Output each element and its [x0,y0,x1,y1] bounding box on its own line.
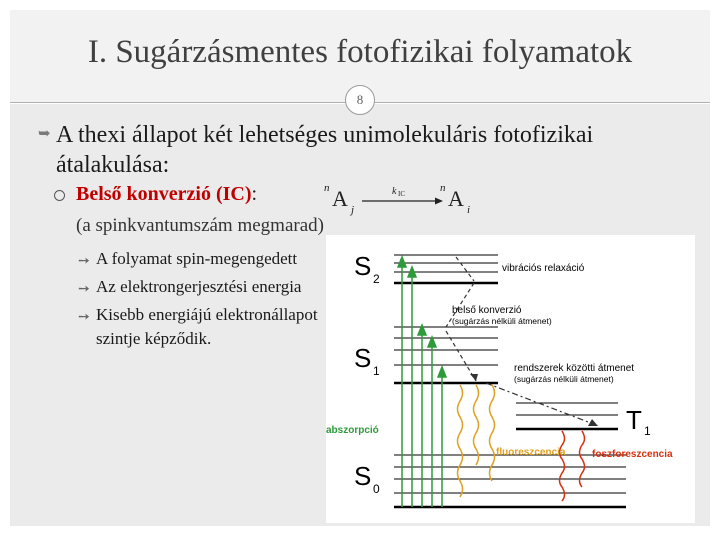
t1-label: T [626,405,642,435]
s1-label: S [354,343,372,373]
slide-title: I. Sugárzásmentes fotofizikai folyamatok [87,34,633,70]
ic-label: Belső konverzió (IC) [76,183,252,205]
main-bullet: A thexi állapot két lehetséges unimolekuláris fotofizikai átalakulása: [56,122,594,178]
ic-colon: : [251,183,258,205]
phosphorescence-label: foszforeszcencia [592,449,673,460]
diagram-bg [326,235,695,523]
circle-bullet-icon [54,190,65,201]
ic-note: (a spinkvantumszám megmarad) [76,215,324,236]
sub-bullet-2: Az elektrongerjesztési energia [96,277,302,296]
s2-sub: 2 [373,272,380,286]
slide-number: 8 [345,85,375,115]
sub-bullet-arrow-icon: ➙ [78,254,90,269]
sub-bullet-arrow-icon: ➙ [78,310,90,325]
s0-sub: 0 [373,482,380,496]
ic-heading [76,183,257,206]
ic-diagram-label: belső konverzió [452,305,522,316]
sub-bullet-arrow-icon: ➙ [78,282,90,297]
isc-label: rendszerek közötti átmenet [514,363,635,374]
formula-arrowhead [435,198,443,205]
formula-ic: IC [398,190,405,198]
t1-sub: 1 [644,424,651,438]
jablonski-diagram [326,235,695,523]
ic-diagram-sublabel: (sugárzás nélküli átmenet) [452,316,552,326]
formula-a-right: A [448,186,464,211]
sub-bullet-3: Kisebb energiájú elektronállapot [96,305,318,324]
s1-sub: 1 [373,364,380,378]
s2-label: S [354,251,372,281]
sub-bullet-3-cont: szintje képződik. [96,329,212,348]
absorption-label: abszorpció [326,425,379,436]
formula-n-right: n [440,182,446,194]
formula-a-left: A [332,186,348,211]
sub-bullet-1: A folyamat spin-megengedett [96,249,298,268]
s0-label: S [354,461,372,491]
formula-n-left: n [324,182,330,194]
fluorescence-label: fluoreszcencia [496,447,566,458]
bullet-arrow-icon: ➥ [38,126,51,142]
formula-j: j [351,204,355,216]
formula-k: k [392,186,397,197]
isc-sublabel: (sugárzás nélküli átmenet) [514,374,614,384]
vibr-relax-label: vibrációs relaxáció [502,263,585,274]
ic-formula [320,178,480,218]
formula-i: i [467,204,471,216]
